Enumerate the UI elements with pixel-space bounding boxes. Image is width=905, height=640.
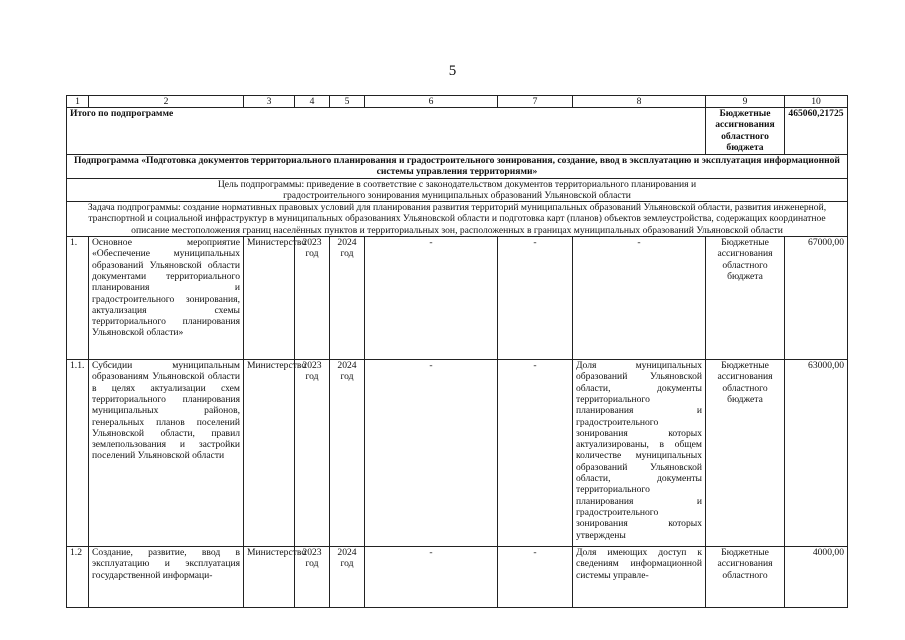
row-name: Основное мероприятие «Обеспечение муниципальных образований Ульяновской области документами территориального планирования и градостроительного зонирования, актуализация схемы территориального планирования Ульяновской области» — [89, 237, 244, 360]
row-name: Субсидии муниципальным образованиям Ульяновской области в целях актуализации схем территориального планирования муниципальных районов, генеральных планов поселений Ульяновской области, правил землепользования и застройки поселений Ульяновской области — [89, 360, 244, 547]
row-start: 2023 год — [295, 360, 330, 547]
total-row — [67, 108, 848, 155]
row-source: Бюджетные ассигнования областного бюджета — [706, 360, 785, 547]
table-row — [67, 237, 848, 360]
subprogram-goal-row — [67, 178, 848, 202]
column-number: 3 — [244, 96, 295, 108]
row-executor: Министерство — [244, 547, 295, 608]
row-col7: - — [498, 237, 573, 360]
row-col6: - — [365, 547, 498, 608]
subprogram-task: Задача подпрограммы: создание нормативных правовых условий для планирования развития территорий муниципальных образований Ульяновской области, развития инженерной, транспортной и социальной инфраструктур в муниципальных образованиях Ульяновской области и подготовка карт (планов) объектов землеустройства, содержащих координатное описание местоположения границ населённых пунктов и территориальных зон, расположенных в границах муниципальных образований Ульяновской области — [67, 202, 848, 237]
row-amount: 63000,00 — [785, 360, 848, 547]
subprogram-goal: Цель подпрограммы: приведение в соответствие с законодательством документов территориального планирования и градостроительного зонирования муниципальных образований Ульяновской области — [67, 178, 848, 202]
program-table — [66, 95, 848, 608]
page-number: 5 — [448, 63, 457, 79]
row-amount: 67000,00 — [785, 237, 848, 360]
column-number: 1 — [67, 96, 89, 108]
row-number: 1.2 — [67, 547, 89, 608]
total-label: Итого по подпрограмме — [67, 108, 706, 155]
row-end: 2024 год — [330, 360, 365, 547]
row-col6: - — [365, 360, 498, 547]
column-number: 7 — [498, 96, 573, 108]
row-col7: - — [498, 360, 573, 547]
column-number: 6 — [365, 96, 498, 108]
subprogram-title: Подпрограмма «Подготовка документов территориального планирования и градостроительного зонирования, создание, ввод в эксплуатацию и эксплуатация информационной системы управления территориями» — [67, 155, 848, 179]
row-name: Создание, развитие, ввод в эксплуатацию и эксплуатация государственной информаци- — [89, 547, 244, 608]
row-executor: Министерство — [244, 360, 295, 547]
row-indicator: Доля муниципальных образований Ульяновской области, документы территориального планирования и градостроительного зонирования которых актуализированы, в общем количестве муниципальных образований Ульяновской области, документы территориального планирования и градостроительного зонирования которых утверждены — [573, 360, 706, 547]
column-number: 4 — [295, 96, 330, 108]
row-number: 1.1. — [67, 360, 89, 547]
row-indicator: Доля имеющих доступ к сведениям информационной системы управле- — [573, 547, 706, 608]
total-source: Бюджетные ассигнования областного бюджета — [706, 108, 785, 155]
total-amount: 465060,21725 — [785, 108, 848, 155]
row-indicator: - — [573, 237, 706, 360]
table-row — [67, 547, 848, 608]
column-number: 5 — [330, 96, 365, 108]
row-start: 2023 год — [295, 547, 330, 608]
row-number: 1. — [67, 237, 89, 360]
row-source: Бюджетные ассигнования областного бюджета — [706, 237, 785, 360]
row-amount: 4000,00 — [785, 547, 848, 608]
row-end: 2024 год — [330, 547, 365, 608]
row-source: Бюджетные ассигнования областного — [706, 547, 785, 608]
subprogram-task-row — [67, 202, 848, 237]
column-number: 10 — [785, 96, 848, 108]
column-number: 2 — [89, 96, 244, 108]
column-numbers-row — [67, 96, 848, 108]
row-start: 2023 год — [295, 237, 330, 360]
row-executor: Министерство — [244, 237, 295, 360]
row-col7: - — [498, 547, 573, 608]
column-number: 8 — [573, 96, 706, 108]
table-row — [67, 360, 848, 547]
row-end: 2024 год — [330, 237, 365, 360]
row-col6: - — [365, 237, 498, 360]
column-number: 9 — [706, 96, 785, 108]
subprogram-title-row — [67, 155, 848, 179]
